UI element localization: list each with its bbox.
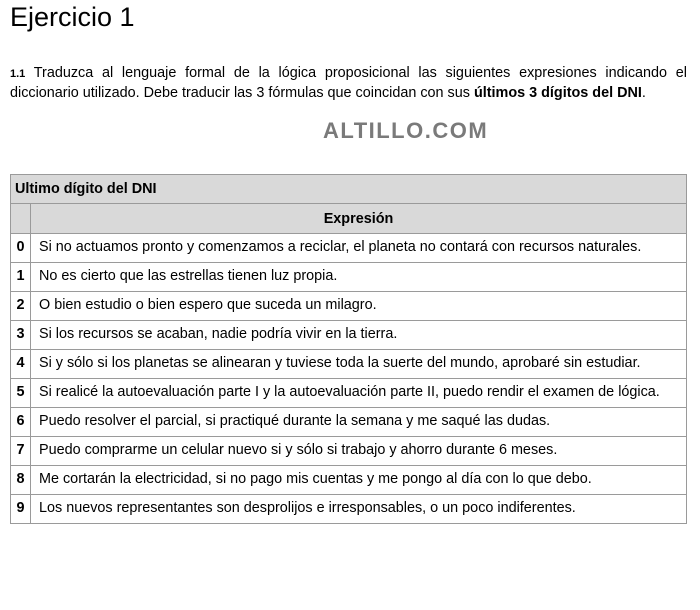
- table-title-row: [11, 175, 687, 204]
- row-expression: Puedo resolver el parcial, si practiqué durante la semana y me saqué las dudas.: [31, 408, 687, 437]
- row-digit: 6: [11, 408, 31, 437]
- row-expression: Si y sólo si los planetas se alinearan y tuviese toda la suerte del mundo, aprobaré sin estudiar.: [31, 350, 687, 379]
- column-header-row: [11, 204, 687, 234]
- table-row: [11, 408, 687, 437]
- row-expression: O bien estudio o bien espero que suceda un milagro.: [31, 292, 687, 321]
- watermark: ALTILLO.COM: [323, 118, 489, 143]
- table-row: [11, 321, 687, 350]
- instructions-end: .: [641, 85, 646, 101]
- row-expression: Puedo comprarme un celular nuevo si y sólo si trabajo y ahorro durante 6 meses.: [31, 437, 687, 466]
- table-row: [11, 234, 687, 263]
- instructions-text: Traduzca al lenguaje formal de la lógica proposicional las siguientes expresiones indicando el diccionario utilizado. Debe traducir las 3 fórmulas que coincidan con sus: [10, 65, 687, 101]
- table-row: [11, 437, 687, 466]
- page-title: Ejercicio 1: [10, 2, 135, 32]
- row-digit: 4: [11, 350, 31, 379]
- row-digit: 0: [11, 234, 31, 263]
- digit-column-header: [11, 204, 31, 234]
- row-expression: No es cierto que las estrellas tienen luz propia.: [31, 263, 687, 292]
- table-row: [11, 379, 687, 408]
- exercise-number: 1.1: [10, 68, 26, 80]
- table-row: [11, 292, 687, 321]
- row-digit: 5: [11, 379, 31, 408]
- row-digit: 9: [11, 495, 31, 524]
- row-expression: Si realicé la autoevaluación parte I y la autoevaluación parte II, puedo rendir el examen de lógica.: [31, 379, 687, 408]
- expression-column-header: Expresión: [31, 204, 687, 234]
- instructions-emphasis: últimos 3 dígitos del DNI: [473, 85, 642, 101]
- table-row: [11, 350, 687, 379]
- expressions-table: [10, 174, 687, 524]
- row-digit: 3: [11, 321, 31, 350]
- row-expression: Los nuevos representantes son desprolijos e irresponsables, o un poco indiferentes.: [31, 495, 687, 524]
- table-row: [11, 495, 687, 524]
- row-digit: 1: [11, 263, 31, 292]
- row-digit: 2: [11, 292, 31, 321]
- row-expression: Si no actuamos pronto y comenzamos a reciclar, el planeta no contará con recursos naturales.: [31, 234, 687, 263]
- row-expression: Me cortarán la electricidad, si no pago mis cuentas y me pongo al día con lo que debo.: [31, 466, 687, 495]
- table-row: [11, 263, 687, 292]
- row-expression: Si los recursos se acaban, nadie podría vivir en la tierra.: [31, 321, 687, 350]
- table-row: [11, 466, 687, 495]
- table-title: Ultimo dígito del DNI: [11, 175, 687, 204]
- exercise-instructions: [10, 64, 687, 103]
- row-digit: 8: [11, 466, 31, 495]
- row-digit: 7: [11, 437, 31, 466]
